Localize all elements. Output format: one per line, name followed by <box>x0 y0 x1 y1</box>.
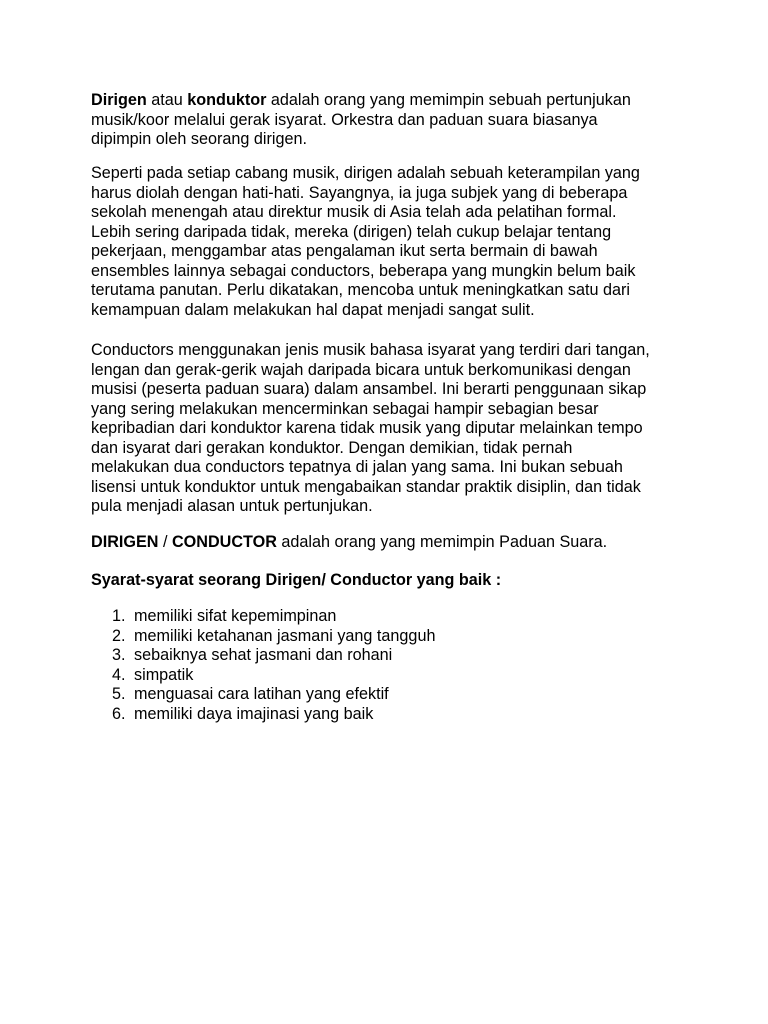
list-item-text: simpatik <box>134 665 194 684</box>
list-item <box>112 705 435 725</box>
definition-rest: adalah orang yang memimpin Paduan Suara. <box>276 533 608 551</box>
list-item-text: memiliki daya imajinasi yang baik <box>134 704 374 723</box>
term-dirigen-caps: DIRIGEN <box>91 533 159 551</box>
list-item-text: menguasai cara latihan yang efektif <box>134 685 389 703</box>
list-item-number: 2. <box>112 626 126 645</box>
term-conductor-caps: CONDUCTOR <box>171 533 277 551</box>
list-item <box>112 607 435 627</box>
list-item-text: memiliki sifat kepemimpinan <box>134 607 337 625</box>
list-item-number: 4. <box>112 665 126 684</box>
list-item-text: sebaiknya sehat jasmani dan rohani <box>134 646 393 664</box>
connector-atau: atau <box>146 91 188 109</box>
list-item <box>112 627 435 647</box>
list-item <box>112 685 435 705</box>
list-item-text: memiliki ketahanan jasmani yang tangguh <box>134 626 436 645</box>
list-item <box>112 646 435 666</box>
requirements-list <box>112 607 435 724</box>
list-item-number: 1. <box>112 607 126 625</box>
list-item-number: 6. <box>112 704 126 723</box>
intro-rest: adalah orang yang memimpin sebuah pertunjukan musik/koor melalui gerak isyarat. Orkestra dan paduan suara biasanya dipimpin oleh seorang dirigen. <box>91 91 631 148</box>
requirements-heading: Syarat-syarat seorang Dirigen/ Conductor yang baik : <box>91 571 502 589</box>
paragraph-intro <box>91 91 691 150</box>
paragraph-definition <box>91 533 691 553</box>
term-dirigen: Dirigen <box>91 91 147 109</box>
term-konduktor: konduktor <box>187 91 267 109</box>
list-item-number: 3. <box>112 646 126 664</box>
paragraph-conductors: Conductors menggunakan jenis musik bahasa isyarat yang terdiri dari tangan, lengan dan gerak-gerik wajah daripada bicara untuk berkomunikasi dengan musisi (peserta paduan suara) dalam ansambel. Ini berarti penggunaan sikap yang sering melakukan mencerminkan sebagai hampir sebagian besar kepribadian dari konduktor karena tidak musik yang diputar melainkan tempo dan isyarat dari gerakan konduktor. Dengan demikian, tidak pernah melakukan dua conductors tepatnya di jalan yang sama. Ini bukan sebuah lisensi untuk konduktor untuk mengabaikan standar praktik disiplin, dan tidak pula menjadi alasan untuk pertunjukan. <box>91 341 650 515</box>
connector-slash: / <box>158 533 172 551</box>
paragraph-skill: Seperti pada setiap cabang musik, dirigen adalah sebuah keterampilan yang harus diolah dengan hati-hati. Sayangnya, ia juga subjek yang di beberapa sekolah menengah atau direktur musik di Asia telah ada pelatihan formal. Lebih sering daripada tidak, mereka (dirigen) telah cukup belajar tentang pekerjaan, menggambar atas pengalaman ikut serta bermain di bawah ensembles lainnya sebagai conductors, beberapa yang mungkin belum baik terutama panutan. Perlu dikatakan, mencoba untuk meningkatkan satu dari kemampuan dalam melakukan hal dapat menjadi sangat sulit. <box>91 164 640 319</box>
list-item-number: 5. <box>112 685 126 703</box>
list-item <box>112 666 435 686</box>
